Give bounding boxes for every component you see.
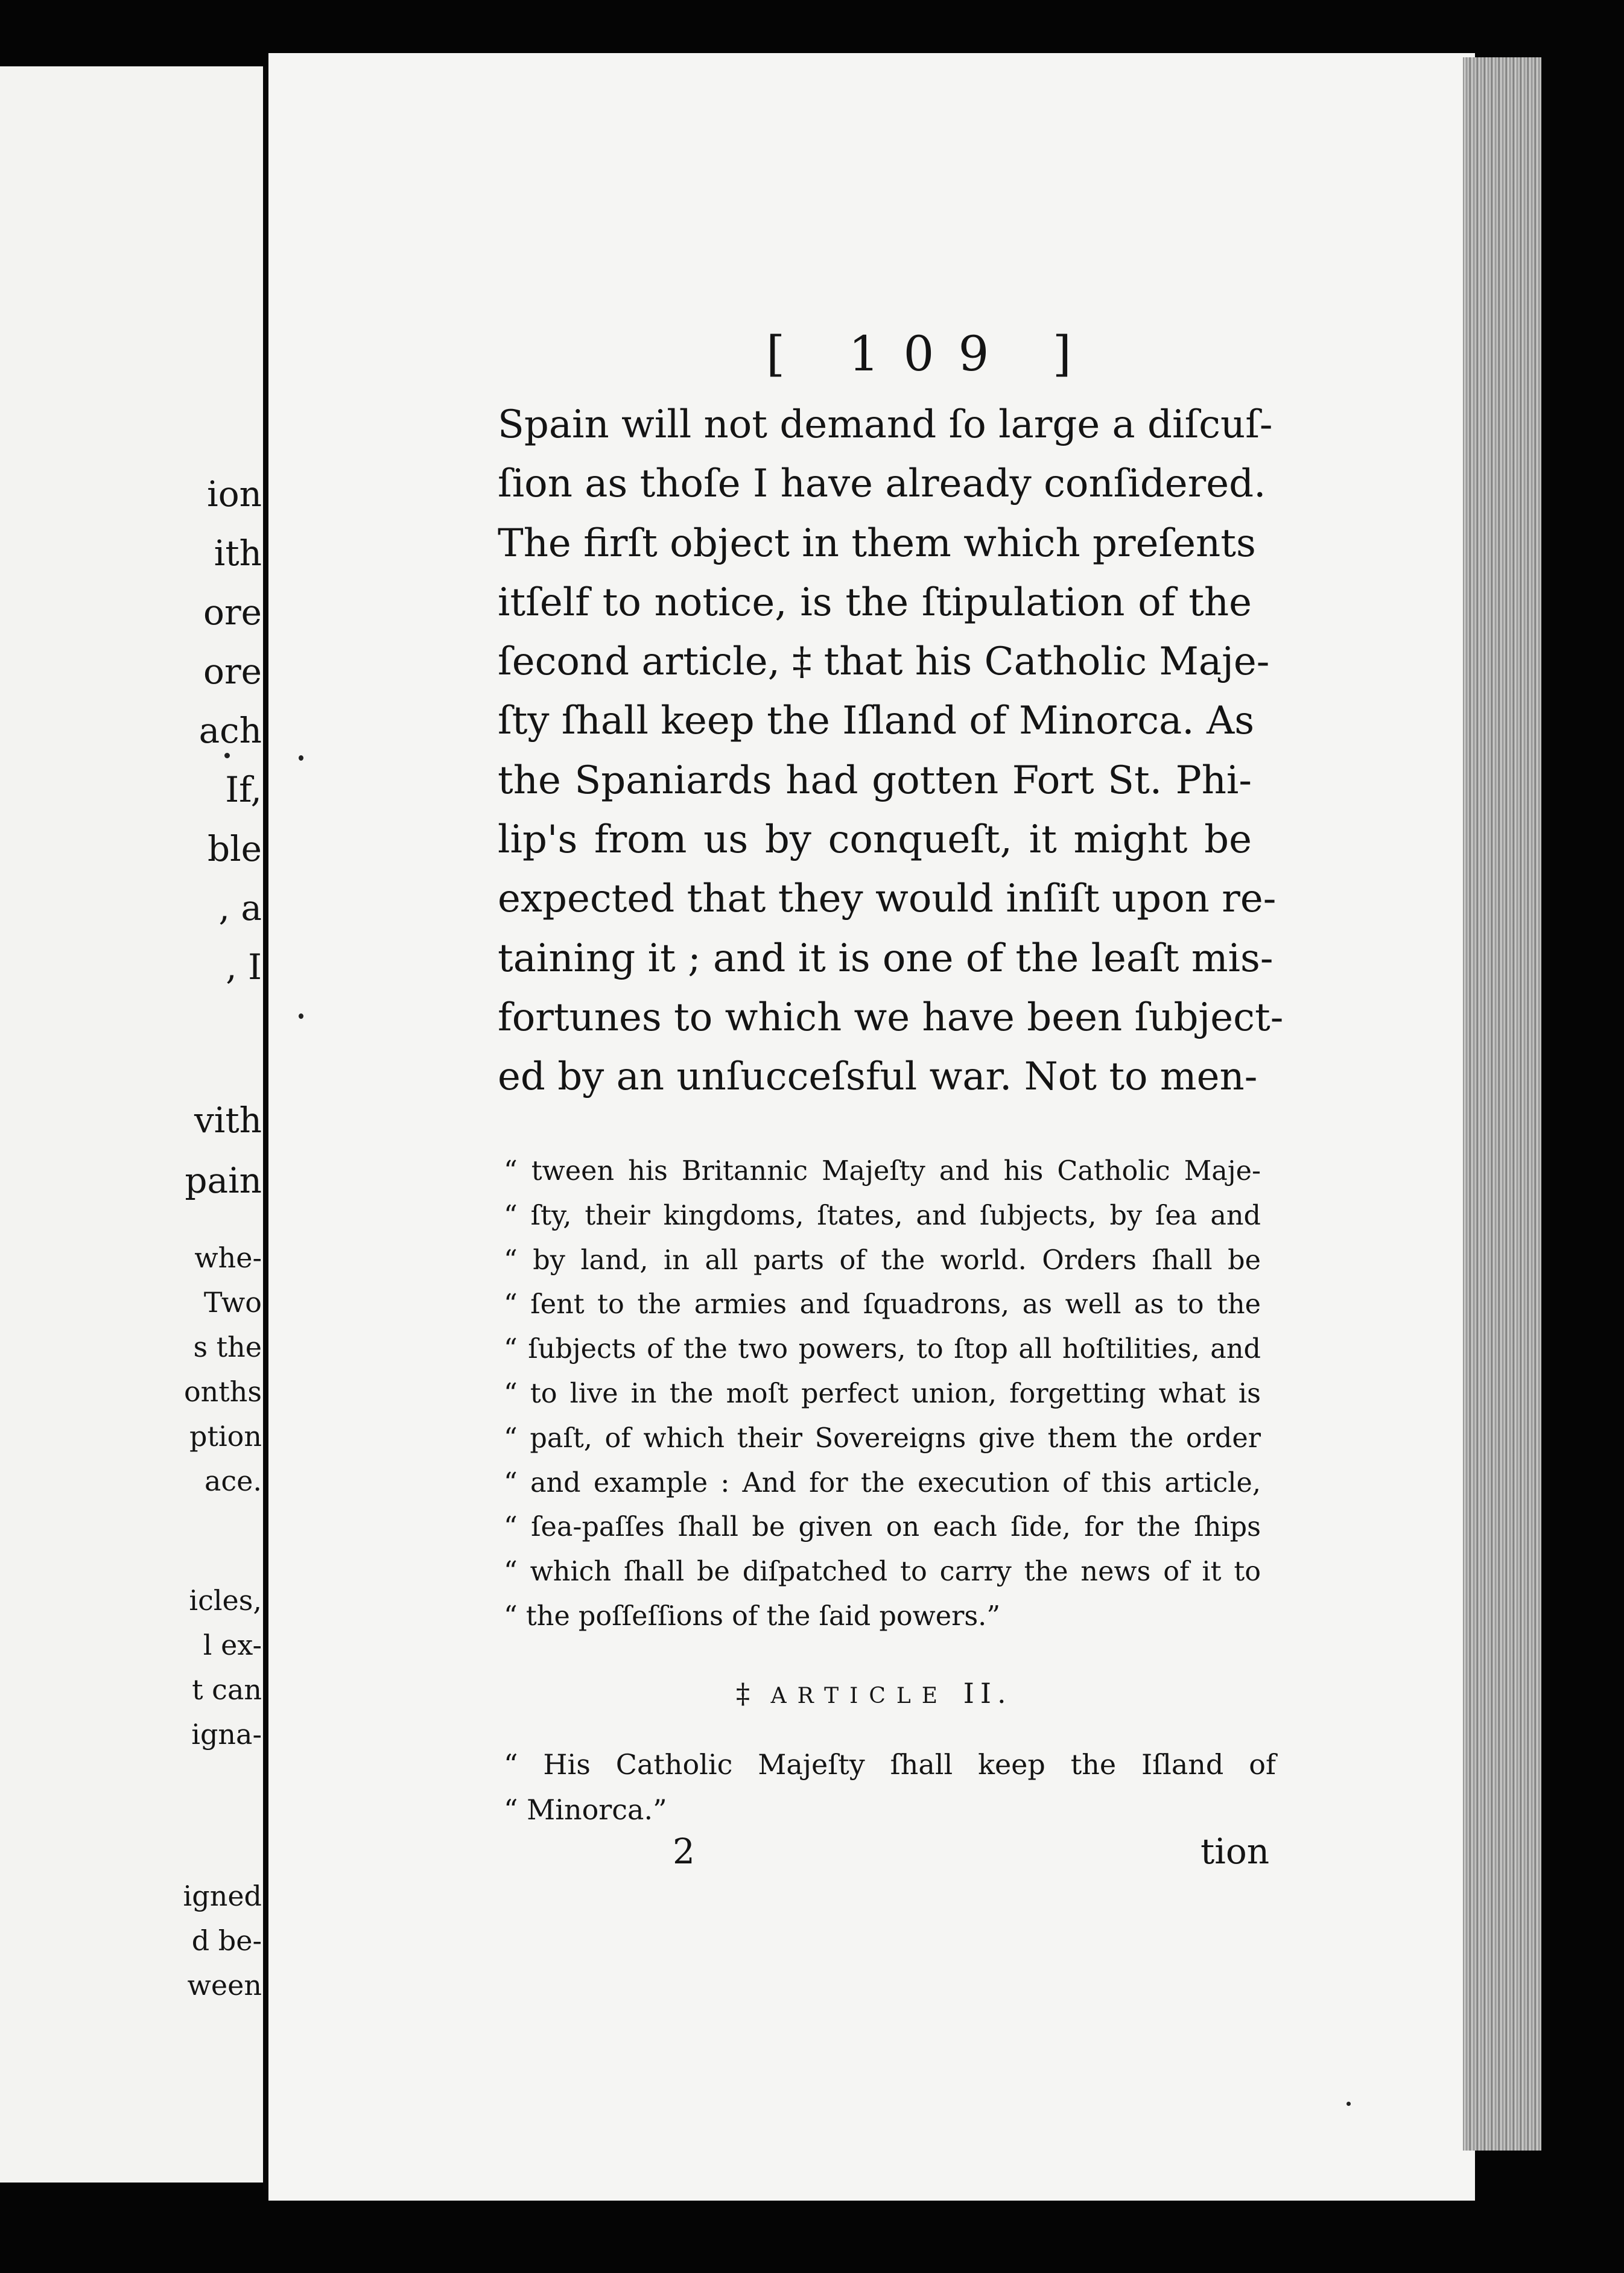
facing-page-left bbox=[0, 66, 267, 2183]
fragment-text: Two bbox=[203, 1286, 262, 1319]
fragment-text: ore bbox=[203, 592, 262, 633]
fragment-text: ach bbox=[198, 710, 262, 751]
fragment-text: pain bbox=[185, 1160, 262, 1201]
fragment-text: , a bbox=[218, 887, 262, 928]
fragment-text: vith bbox=[194, 1100, 262, 1141]
main-text bbox=[498, 395, 1284, 1107]
fragment-text: ion bbox=[207, 474, 262, 515]
article-heading bbox=[736, 1677, 1012, 1710]
text-line: ſecond article, ‡ that his Catholic Maje- bbox=[498, 639, 1270, 685]
text-line: lip's from us by conqueſt, it might be bbox=[498, 817, 1252, 863]
text-line: The firſt object in them which preſents bbox=[498, 521, 1256, 566]
quote-line: “ His Catholic Majeſty ſhall keep the Iſland of bbox=[504, 1748, 1276, 1781]
fragment-text: If, bbox=[225, 769, 262, 810]
fragment-text: ace. bbox=[204, 1465, 262, 1497]
footnote-line: “ by land, in all parts of the world. Orders ſhall be bbox=[504, 1244, 1261, 1276]
fragment-text: ith bbox=[214, 533, 262, 574]
text-line: itſelf to notice, is the ſtipulation of the bbox=[498, 580, 1252, 625]
ink-speck bbox=[224, 753, 230, 758]
fragment-text: ween bbox=[187, 1969, 262, 2002]
fragment-text: , I bbox=[226, 946, 262, 988]
fragment-text: ore bbox=[203, 651, 262, 692]
article-word: ARTICLE bbox=[770, 1684, 949, 1708]
fragment-text: onths bbox=[183, 1375, 262, 1408]
double-dagger-mark: ‡ bbox=[736, 1677, 756, 1710]
fragment-text: ption bbox=[189, 1420, 262, 1453]
text-line: the Spaniards had gotten Fort St. Phi- bbox=[498, 758, 1252, 803]
text-line: fortunes to which we have been ſubject- bbox=[498, 995, 1284, 1040]
text-line: ſty ſhall keep the Iſland of Minorca. As bbox=[498, 699, 1255, 744]
footnote-line: “ ſent to the armies and ſquadrons, as well as to the bbox=[504, 1289, 1261, 1320]
page-edges bbox=[1463, 57, 1541, 2151]
text-line: taining it ; and it is one of the leaſt mis- bbox=[498, 936, 1274, 981]
footnote-line: “ and example : And for the execution of this article, bbox=[504, 1467, 1261, 1498]
footnote-line: “ ſea-paſſes ſhall be given on each ſide, for the ſhips bbox=[504, 1512, 1261, 1543]
fragment-text: icles, bbox=[189, 1584, 262, 1617]
footnote-line: “ which ſhall be diſpatched to carry the news of it to bbox=[504, 1556, 1261, 1588]
article-quote bbox=[504, 1742, 1276, 1833]
signature-mark: 2 bbox=[673, 1831, 695, 1872]
footnote-line: “ ſubjects of the two powers, to ſtop all hoſtilities, and bbox=[504, 1334, 1261, 1365]
ink-speck bbox=[299, 1013, 303, 1019]
footnote-line: “ tween his Britannic Majeſty and his Catholic Maje- bbox=[504, 1156, 1261, 1187]
text-line: Spain will not demand ſo large a diſcuſ- bbox=[498, 402, 1273, 447]
fragment-text: whe- bbox=[194, 1241, 262, 1274]
text-line: expected that they would inſiſt upon re- bbox=[498, 877, 1277, 922]
quote-line: “ Minorca.” bbox=[504, 1793, 667, 1826]
fragment-text: ble bbox=[207, 828, 262, 869]
ink-speck bbox=[1346, 2102, 1351, 2106]
fragment-text: l ex- bbox=[203, 1629, 262, 1661]
fragment-text: igna- bbox=[191, 1718, 262, 1751]
text-line: ſion as thoſe I have already conſidered. bbox=[498, 461, 1266, 507]
ink-speck bbox=[299, 755, 303, 761]
catchword: tion bbox=[1201, 1831, 1270, 1872]
footnote-line: “ the poſſeſſions of the ſaid powers.” bbox=[504, 1600, 1001, 1632]
footnote-continued bbox=[504, 1149, 1261, 1639]
text-line: ed by an unſucceſsful war. Not to men- bbox=[498, 1054, 1258, 1100]
article-numeral: II. bbox=[963, 1677, 1012, 1710]
fragment-text: d be- bbox=[191, 1924, 262, 1957]
footnote-line: “ paſt, of which their Sovereigns give them the order bbox=[504, 1422, 1261, 1454]
fragment-text: s the bbox=[193, 1331, 262, 1363]
page-number-header: [ 109 ] bbox=[766, 326, 1096, 382]
fragment-text: igned bbox=[183, 1880, 262, 1912]
fragment-text: t can bbox=[192, 1673, 262, 1706]
footnote-line: “ ſty, their kingdoms, ſtates, and ſubjects, by ſea and bbox=[504, 1200, 1261, 1231]
footnote-line: “ to live in the moſt perfect union, forgetting what is bbox=[504, 1378, 1261, 1409]
